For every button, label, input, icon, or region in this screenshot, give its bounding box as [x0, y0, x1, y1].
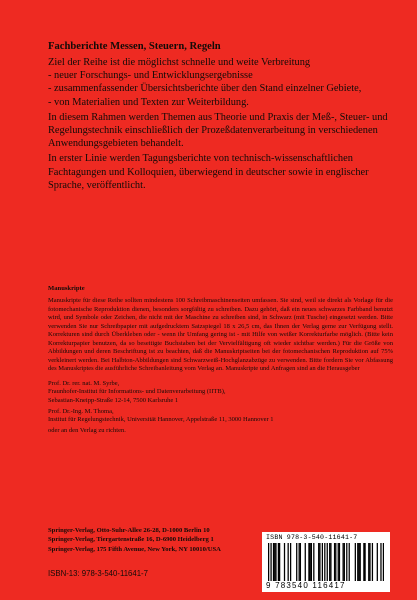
barcode-number: 9 783540 116417: [266, 581, 346, 590]
barcode-bar: [296, 543, 297, 581]
isbn-text: ISBN-13: 978-3-540-11641-7: [48, 569, 148, 578]
barcode-bar: [344, 543, 345, 581]
barcode-bar: [318, 543, 319, 581]
barcode-bar: [329, 543, 330, 581]
publication-paragraph: In erster Linie werden Tagungsberichte von technisch-wissenschaftlichen Fachtagungen und Kolloquien, überwiegend in deutscher sowie in englischer Sprache, veröffentlicht.: [48, 153, 369, 191]
barcode-bars: [268, 543, 384, 581]
barcode-bar: [290, 543, 291, 581]
topics-paragraph: In diesem Rahmen werden Themen aus Theorie und Praxis der Meß-, Steuer- und Regelungstechnik einschließlich der Prozeßdatenverarbeitung in verschiedenen Anwendungsgebieten behandelt.: [48, 111, 388, 150]
editor-2-line: Institut für Regelungstechnik, Universität Hannover, Appelstraße 11, 3000 Hannover 1: [48, 416, 274, 424]
manuscript-heading: Manuskripte: [48, 285, 85, 292]
barcode-bar: [278, 543, 279, 581]
goal-item: - zusammenfassender Übersichtsberichte über den Stand einzelner Gebiete,: [48, 83, 362, 95]
goal-item: - von Materialien und Texten zur Weiterbildung.: [48, 96, 249, 108]
editor-1-line: Sebastian-Kneipp-Straße 12-14, 7500 Karlsruhe 1: [48, 397, 179, 405]
barcode-bar: [322, 543, 323, 581]
barcode-bar: [324, 543, 325, 581]
barcode-bar: [308, 543, 309, 581]
barcode-bar: [299, 543, 300, 581]
goal-item: - neuer Forschungs- und Entwicklungsergebnisse: [48, 70, 253, 82]
barcode-bar: [369, 543, 370, 581]
barcode-bar: [300, 543, 301, 581]
barcode-bar: [360, 543, 361, 581]
barcode-isbn-label: ISBN 978-3-540-11641-7: [266, 534, 358, 541]
goals-list: [48, 69, 393, 109]
barcode-bar: [305, 543, 306, 581]
barcode-bar: [363, 543, 364, 581]
barcode-bar: [327, 543, 328, 581]
publisher-address: Springer-Verlag, Tiergartenstraße 16, D-6900 Heidelberg 1: [48, 536, 214, 544]
editor-1-line: Prof. Dr. rer. nat. M. Syrbe,: [48, 379, 120, 387]
barcode-bar: [372, 543, 373, 581]
barcode-bar: [338, 543, 339, 581]
publisher-address: Springer-Verlag, 175 Fifth Avenue, New York, NY 10010/USA: [48, 545, 221, 553]
barcode-bar: [368, 543, 369, 581]
publisher-address: Springer-Verlag, Otto-Suhr-Allee 26-28, D-1000 Berlin 10: [48, 527, 210, 534]
barcode-bar: [288, 543, 289, 581]
barcode-bar: [342, 543, 343, 581]
barcode-bar: [355, 543, 356, 581]
barcode-bar: [358, 543, 359, 581]
barcode-bar: [274, 543, 275, 581]
barcode-bar: [284, 543, 285, 581]
barcode-bar: [311, 543, 312, 581]
intro-text: Ziel der Reihe ist die möglichst schnelle und weite Verbreitung: [48, 57, 311, 68]
barcode-bar: [380, 543, 381, 581]
series-title: Fachberichte Messen, Steuern, Regeln: [48, 41, 221, 52]
barcode-bar: [335, 543, 336, 581]
barcode-bar: [273, 543, 274, 581]
barcode-bar: [346, 543, 347, 581]
barcode-bar: [313, 543, 314, 581]
barcode-bar: [310, 543, 311, 581]
editor-2-line: Prof. Dr.-Ing. M. Thoma,: [48, 407, 114, 415]
manuscript-section: [48, 284, 393, 435]
barcode-bar: [383, 543, 384, 581]
barcode-bar: [270, 543, 271, 581]
isbn-barcode: [262, 532, 390, 592]
barcode-bar: [319, 543, 320, 581]
barcode-bar: [279, 543, 280, 581]
closing-line: oder an den Verlag zu richten.: [48, 426, 126, 434]
barcode-bar: [357, 543, 358, 581]
barcode-bar: [334, 543, 335, 581]
series-description: [48, 40, 393, 192]
barcode-bar: [349, 543, 350, 581]
editor-1-line: Fraunhofer-Institut für Informations- und Datenverarbeitung (IITB),: [48, 388, 226, 396]
barcode-bar: [377, 543, 378, 581]
barcode-bar: [330, 543, 331, 581]
barcode-bar: [275, 543, 276, 581]
barcode-bar: [364, 543, 365, 581]
barcode-bar: [268, 543, 269, 581]
barcode-bar: [339, 543, 340, 581]
manuscript-instructions: Manuskripte für diese Reihe sollten mindestens 100 Schreibmaschinenseiten umfassen. Sie sind, weil sie direkt als Vorlage für die fotomechanische Reproduktion dienen, besonders sorgfältig zu schreiben. Dazu gehört, daß ein neues schwarzes Farbband benutzt wird, und Symbole oder Zeichen, die nicht mit der Maschine zu schreiben sind, in Schwarz (mit Tusche) eingesetzt werden. Bitte verwenden Sie nur Schreibpapier mit aufgedrucktem Satzspiegel 18 x 26,5 cm, das Ihnen der Verlag gerne zur Verfügung stellt. Korrekturen sind durch Überkleben oder - wenn ihr Umfang gering ist - mit Hilfe von weißer Korrekturfarbe möglich. (Bitte kein Korrekturpapier benutzen, da so beseitigte Buchstaben bei der Vervielfältigung oft wieder sichtbar werden.) Für die Größe von Abbildungen und deren Beschriftung ist zu beachten, daß die Manuskriptseiten bei der fotomechanischen Reproduktion auf 75% verkleinert werden. Bei Halbton-Abbildungen sind Schwarzweiß-Hochglanzabzüge zu verwenden. Bitte fordern Sie vor Abfassung des Manuskriptes die ausführliche Schreibanleitung vom Verlag an. Manuskripte und Anfragen sind an die Herausgeber: [48, 297, 393, 373]
editor-contacts: [48, 380, 393, 435]
